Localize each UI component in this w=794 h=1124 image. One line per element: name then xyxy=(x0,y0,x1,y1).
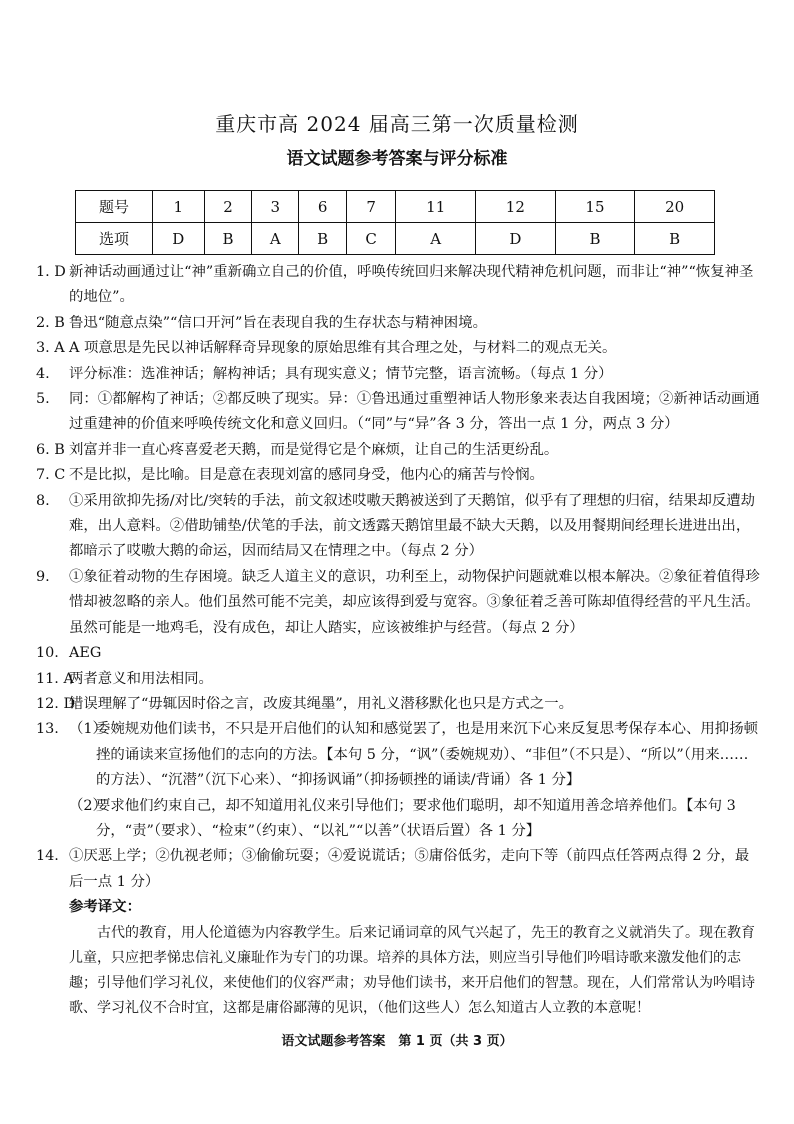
option-cell: C xyxy=(346,223,395,255)
item-number: 14. xyxy=(36,848,59,865)
option-cell: A xyxy=(396,223,476,255)
sub-number: （1） xyxy=(69,721,107,738)
item-number: 9. xyxy=(36,568,50,585)
item-text: 不是比拟，是比喻。目是意在表现刘富的感同身受，他内心的痛苦与怜悯。 xyxy=(69,467,544,484)
item-number: 2. B xyxy=(36,314,65,331)
item-number: 8. xyxy=(36,492,50,509)
item-number: 4. xyxy=(36,365,50,382)
answer-item-11 xyxy=(36,667,760,692)
answer-item-5 xyxy=(36,387,760,438)
reference-translation-title: 参考译文： xyxy=(69,899,141,916)
answer-item-12 xyxy=(36,692,760,717)
answer-item-7 xyxy=(36,463,760,488)
item-number: 10. xyxy=(36,645,59,662)
item-text: ①厌恶上学；②仇视老师；③偷偷玩耍；④爱说谎话；⑤庸俗低劣，走向下等（前四点任答两点得 2 分，最后一点 1 分） xyxy=(69,848,750,890)
question-cell: 11 xyxy=(396,191,476,223)
item-text: 刘富并非一直心疼喜爱老天鹅，而是觉得它是个麻烦，让自己的生活更纷乱。 xyxy=(69,441,559,458)
row-label-question: 题号 xyxy=(76,191,153,223)
question-cell: 15 xyxy=(555,191,635,223)
answer-item-8 xyxy=(36,489,760,565)
answer-item-2 xyxy=(36,311,760,336)
item-text: 鲁迅“随意点染”“信口开河”旨在表现自我的生存状态与精神困境。 xyxy=(69,314,487,331)
question-cell: 7 xyxy=(346,191,395,223)
item-number: 11. A xyxy=(36,670,74,687)
item-text: ①象征着动物的生存困境。缺乏人道主义的意识，功利至上，动物保护问题就难以根本解决。②象征着值得珍惜却被忽略的亲人。他们虽然可能不完美，却应该得到爱与宽容。③象征着乏善可陈却值得经营的平凡生活。虽然可能是一地鸡毛，没有成色，却让人踏实，应该被维护与经营。（每点 2 分） xyxy=(69,568,760,636)
answer-item-9 xyxy=(36,565,760,641)
item-text: 同：①都解构了神话；②都反映了现实。异：①鲁迅通过重塑神话人物形象来表达自我困境；②新神话动画通过重建神的价值来呼唤传统文化和意义回归。（“同”与“异”各 3 分，答出一点 1 分，两点 3 分） xyxy=(69,391,760,433)
answer-item-13 xyxy=(36,717,760,844)
item-text: A 项意思是先民以神话解释奇异现象的原始思维有其合理之处，与材料二的观点无关。 xyxy=(69,340,617,357)
answer-item-4 xyxy=(36,362,760,387)
option-cell: D xyxy=(476,223,556,255)
answer-item-3 xyxy=(36,336,760,361)
page-title: 重庆市高 2024 届高三第一次质量检测 xyxy=(215,112,579,136)
item-number: 5. xyxy=(36,391,50,408)
answer-table-row-questions xyxy=(76,191,715,223)
option-cell: B xyxy=(204,223,252,255)
item-text: 评分标准：选准神话；解构神话；具有现实意义；情节完整，语言流畅。（每点 1 分） xyxy=(69,365,613,382)
question-cell: 12 xyxy=(476,191,556,223)
option-cell: D xyxy=(153,223,205,255)
answer-item-6 xyxy=(36,438,760,463)
question-cell: 2 xyxy=(204,191,252,223)
item-text: 两者意义和用法相同。 xyxy=(69,670,213,687)
sub-number: （2） xyxy=(69,797,107,814)
question-cell: 3 xyxy=(252,191,299,223)
answer-table-row-options xyxy=(76,223,715,255)
page-footer: 语文试题参考答案 第 1 页（共 3 页） xyxy=(281,1034,513,1049)
option-cell: B xyxy=(299,223,347,255)
item-text: AEG xyxy=(69,645,102,662)
question-cell: 1 xyxy=(153,191,205,223)
question-cell: 6 xyxy=(299,191,347,223)
item-number: 7. C xyxy=(36,467,66,484)
item-number: 6. B xyxy=(36,441,65,458)
item-number: 13. xyxy=(36,721,59,738)
answer-item-10 xyxy=(36,641,760,666)
item-number: 3. A xyxy=(36,340,65,357)
row-label-option: 选项 xyxy=(76,223,153,255)
answer-item-1 xyxy=(36,260,760,311)
item-number: 12. D xyxy=(36,695,75,712)
reference-translation-text: 古代的教育，用人伦道德为内容教学生。后来记诵词章的风气兴起了，先王的教育之义就消失了。现在教育儿童，只应把孝悌忠信礼义廉耻作为专门的功课。培养的具体方法，则应当引导他们吟唱诗歌来激发他们的志趣；引导他们学习礼仪，来使他们的仪容严肃；劝导他们读书，来开启他们的智慧。现在，人们常常认为吟唱诗歌、学习礼仪不合时宜，这都是庸俗鄙薄的见识，（他们这些人）怎么知道古人立教的本意呢！ xyxy=(69,924,755,1017)
sub-text: 委婉规劝他们读书，不只是开启他们的认知和感觉罢了，也是用来沉下心来反复思考保存本心、用抑扬顿挫的诵读来宣扬他们的志向的方法。【本句 5 分，“讽”（委婉规劝）、“非但”（不只是）、“所以”（用来……的方法）、“沉潜”（沉下心来）、“抑扬讽诵”（抑扬顿挫的诵读/背诵）各 1 分】 xyxy=(96,721,758,789)
answer-item-13-part-1 xyxy=(69,717,760,793)
sub-text: 要求他们约束自己，却不知道用礼仪来引导他们；要求他们聪明，却不知道用善念培养他们。【本句 3 分，“责”（要求）、“检束”（约束）、“以礼”“以善”（状语后置）各 1 分】 xyxy=(96,797,736,839)
item-text: ①采用欲抑先扬/对比/突转的手法，前文叙述哎嗷天鹅被送到了天鹅馆，似乎有了理想的归宿，结果却反遭劫难，出人意料。②借助铺垫/伏笔的手法，前文透露天鹅馆里最不缺大天鹅，以及用餐期间经理长进进出出，都暗示了哎嗷大鹅的命运，因而结局又在情理之中。（每点 2 分） xyxy=(69,492,756,560)
option-cell: A xyxy=(252,223,299,255)
question-cell: 20 xyxy=(635,191,715,223)
item-text: 错误理解了“毋辄因时俗之言，改废其绳墨”，用礼义潜移默化也只是方式之一。 xyxy=(69,695,573,712)
answer-item-13-part-2 xyxy=(69,794,760,845)
option-cell: B xyxy=(635,223,715,255)
option-cell: B xyxy=(555,223,635,255)
item-text: 新神话动画通过让“神”重新确立自己的价值，呼唤传统回归来解决现代精神危机问题，而非让“神”“恢复神圣的地位”。 xyxy=(69,264,754,306)
item-number: 1. D xyxy=(36,264,66,280)
answer-body xyxy=(36,260,760,1021)
answer-item-14 xyxy=(36,844,760,895)
page-subtitle: 语文试题参考答案与评分标准 xyxy=(286,149,508,169)
answer-table xyxy=(75,190,715,255)
